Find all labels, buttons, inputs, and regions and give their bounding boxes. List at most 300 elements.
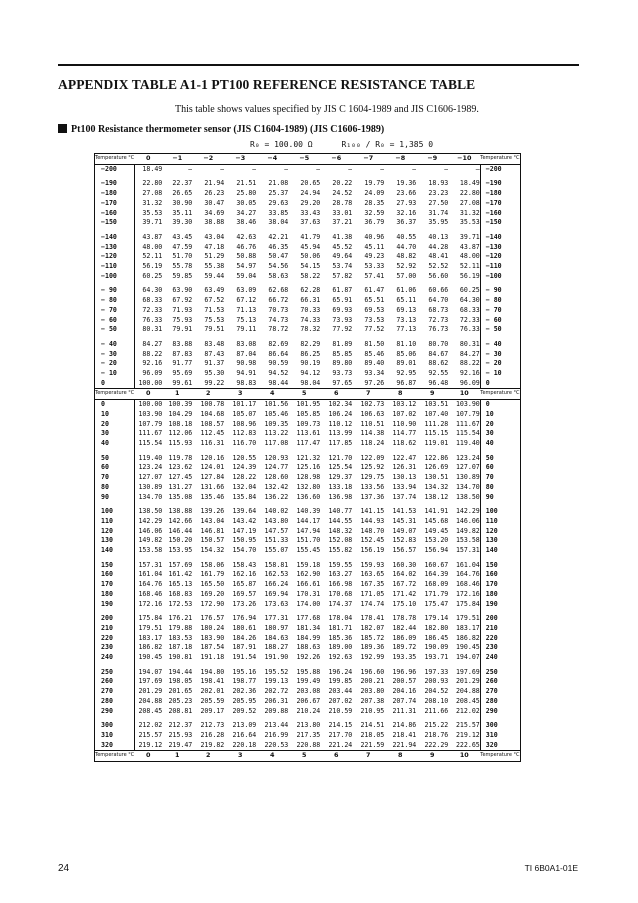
resistance-value: 164.76 bbox=[138, 580, 163, 589]
resistance-value: 59.04 bbox=[236, 271, 257, 280]
column-header: 8 bbox=[384, 389, 416, 400]
resistance-value: 133.18 bbox=[328, 482, 353, 491]
column-header: 5 bbox=[288, 389, 320, 400]
resistance-value: 139.26 bbox=[200, 507, 225, 516]
row-temperature-right: − 90 bbox=[480, 286, 520, 296]
resistance-value: 111.28 bbox=[424, 419, 449, 428]
resistance-value: 138.88 bbox=[168, 507, 193, 516]
resistance-value: 159.55 bbox=[328, 560, 353, 569]
resistance-value: 43.04 bbox=[204, 232, 225, 241]
section-heading-text: Pt100 Resistance thermometer sensor (JIS C1604-1989) (JIS C1606-1989) bbox=[71, 124, 385, 135]
resistance-value: 22.37 bbox=[172, 179, 193, 188]
resistance-value: 138.50 bbox=[455, 492, 480, 501]
table-row bbox=[95, 262, 521, 272]
resistance-value: 137.36 bbox=[360, 492, 385, 501]
resistance-value: 89.80 bbox=[332, 359, 353, 368]
resistance-value: 170.68 bbox=[328, 589, 353, 598]
resistance-value: 29.63 bbox=[268, 198, 289, 207]
resistance-value: 118.24 bbox=[360, 438, 385, 447]
resistance-value: 56.19 bbox=[459, 271, 480, 280]
column-header: −7 bbox=[352, 154, 384, 165]
resistance-value: 90.19 bbox=[300, 359, 321, 368]
resistance-value: 70.73 bbox=[268, 305, 289, 314]
resistance-value: 183.17 bbox=[138, 633, 163, 642]
resistance-value: 139.64 bbox=[232, 507, 257, 516]
resistance-value: 58.22 bbox=[300, 271, 321, 280]
resistance-value: 145.68 bbox=[424, 516, 449, 525]
resistance-value: 212.02 bbox=[138, 721, 163, 730]
resistance-value: 105.07 bbox=[232, 409, 257, 418]
resistance-value: 93.34 bbox=[364, 369, 385, 378]
resistance-value: 54.56 bbox=[268, 262, 289, 271]
resistance-value: 154.70 bbox=[232, 546, 257, 555]
resistance-value: 175.84 bbox=[455, 599, 480, 608]
resistance-value: 191.54 bbox=[232, 653, 257, 662]
row-temperature-right: − 50 bbox=[480, 325, 520, 335]
resistance-value: 172.53 bbox=[168, 599, 193, 608]
resistance-value: 27.50 bbox=[428, 198, 449, 207]
resistance-value: 73.93 bbox=[332, 315, 353, 324]
resistance-value: 201.29 bbox=[138, 687, 163, 696]
resistance-value: 130.51 bbox=[424, 473, 449, 482]
resistance-value: 204.52 bbox=[424, 687, 449, 696]
table-row bbox=[95, 164, 521, 174]
resistance-value: 172.16 bbox=[138, 599, 163, 608]
resistance-value: 155.82 bbox=[328, 546, 353, 555]
resistance-value: 26.23 bbox=[204, 189, 225, 198]
resistance-value: 115.93 bbox=[168, 438, 193, 447]
row-temperature-right: −140 bbox=[480, 233, 520, 243]
column-header: −4 bbox=[256, 154, 288, 165]
resistance-value: 147.57 bbox=[264, 526, 289, 535]
resistance-value: 47.59 bbox=[172, 242, 193, 251]
row-temperature-left: − 70 bbox=[95, 306, 135, 316]
resistance-value: 125.16 bbox=[296, 463, 321, 472]
row-temperature-right: 230 bbox=[480, 643, 520, 653]
resistance-value: 184.99 bbox=[296, 633, 321, 642]
resistance-value: 173.63 bbox=[264, 599, 289, 608]
resistance-value: 79.51 bbox=[204, 325, 225, 334]
resistance-value: 185.72 bbox=[360, 633, 385, 642]
resistance-value: — bbox=[284, 164, 289, 173]
row-temperature-right: 150 bbox=[480, 561, 520, 571]
resistance-value: 135.84 bbox=[232, 492, 257, 501]
temperature-corner-label: Temperature °C bbox=[95, 751, 135, 762]
resistance-value: 165.50 bbox=[200, 580, 225, 589]
resistance-value: 201.65 bbox=[168, 687, 193, 696]
resistance-value: 47.18 bbox=[204, 242, 225, 251]
table-row bbox=[95, 483, 521, 493]
resistance-value: 36.79 bbox=[364, 218, 385, 227]
resistance-value: 203.08 bbox=[296, 687, 321, 696]
resistance-value: 53.74 bbox=[332, 262, 353, 271]
resistance-value: 183.90 bbox=[200, 633, 225, 642]
row-temperature-left: 280 bbox=[95, 697, 135, 707]
row-temperature-right: 60 bbox=[480, 463, 520, 473]
resistance-value: 133.94 bbox=[392, 482, 417, 491]
resistance-value: 209.88 bbox=[264, 706, 289, 715]
resistance-value: 125.54 bbox=[328, 463, 353, 472]
resistance-value: 52.52 bbox=[428, 262, 449, 271]
column-header: 6 bbox=[320, 389, 352, 400]
resistance-value: 59.85 bbox=[172, 271, 193, 280]
resistance-value: 216.28 bbox=[200, 730, 225, 739]
row-temperature-left: 320 bbox=[95, 741, 135, 751]
resistance-value: 144.93 bbox=[360, 516, 385, 525]
resistance-value: 187.91 bbox=[232, 643, 257, 652]
resistance-value: 191.18 bbox=[200, 653, 225, 662]
resistance-value: 135.46 bbox=[200, 492, 225, 501]
row-temperature-left: 10 bbox=[95, 410, 135, 420]
resistance-value: — bbox=[316, 164, 321, 173]
resistance-value: 174.00 bbox=[296, 599, 321, 608]
resistance-value: 202.72 bbox=[264, 687, 289, 696]
resistance-value: 49.23 bbox=[364, 252, 385, 261]
resistance-value: 131.27 bbox=[168, 482, 193, 491]
table-row bbox=[95, 325, 521, 335]
resistance-value: 99.61 bbox=[172, 378, 193, 387]
resistance-value: 108.18 bbox=[168, 419, 193, 428]
row-temperature-left: 90 bbox=[95, 493, 135, 503]
resistance-value: 46.76 bbox=[236, 242, 257, 251]
resistance-value: 108.96 bbox=[232, 419, 257, 428]
row-temperature-right: 80 bbox=[480, 483, 520, 493]
resistance-value: 138.50 bbox=[138, 507, 163, 516]
resistance-value: 96.48 bbox=[428, 378, 449, 387]
resistance-value: 146.06 bbox=[138, 526, 163, 535]
resistance-value: 83.08 bbox=[236, 339, 257, 348]
resistance-value: 43.87 bbox=[459, 242, 480, 251]
resistance-value: 31.32 bbox=[459, 208, 480, 217]
resistance-value: 124.77 bbox=[264, 463, 289, 472]
resistance-value: 52.11 bbox=[459, 262, 480, 271]
resistance-value: 99.22 bbox=[204, 378, 225, 387]
resistance-value: 197.33 bbox=[424, 667, 449, 676]
resistance-value: 140.02 bbox=[264, 507, 289, 516]
row-temperature-right: 180 bbox=[480, 590, 520, 600]
resistance-value: 76.33 bbox=[459, 325, 480, 334]
resistance-value: 184.26 bbox=[232, 633, 257, 642]
column-header: −2 bbox=[192, 154, 224, 165]
resistance-value: 209.17 bbox=[200, 706, 225, 715]
resistance-value: 98.04 bbox=[300, 378, 321, 387]
row-temperature-left: −180 bbox=[95, 189, 135, 199]
column-header: 1 bbox=[162, 389, 192, 400]
row-temperature-left: 210 bbox=[95, 624, 135, 634]
row-temperature-left: 250 bbox=[95, 668, 135, 678]
resistance-value: 92.95 bbox=[396, 369, 417, 378]
column-header: 0 bbox=[134, 389, 162, 400]
resistance-value: 113.22 bbox=[264, 429, 289, 438]
resistance-value: 156.57 bbox=[392, 546, 417, 555]
table-row bbox=[95, 429, 521, 439]
resistance-value: 27.08 bbox=[142, 189, 163, 198]
resistance-value: 128.98 bbox=[296, 473, 321, 482]
row-temperature-left: − 40 bbox=[95, 340, 135, 350]
resistance-value: 31.74 bbox=[428, 208, 449, 217]
resistance-value: 218.41 bbox=[392, 730, 417, 739]
resistance-value: 130.13 bbox=[392, 473, 417, 482]
row-temperature-right: −120 bbox=[480, 252, 520, 262]
resistance-value: 186.82 bbox=[455, 633, 480, 642]
resistance-value: 189.72 bbox=[392, 643, 417, 652]
row-temperature-left: 40 bbox=[95, 439, 135, 449]
resistance-value: 108.57 bbox=[200, 419, 225, 428]
resistance-value: 22.80 bbox=[459, 189, 480, 198]
resistance-value: 80.31 bbox=[142, 325, 163, 334]
resistance-value: 97.65 bbox=[332, 378, 353, 387]
resistance-value: 72.33 bbox=[459, 315, 480, 324]
resistance-value: 181.34 bbox=[296, 623, 321, 632]
table-header-row bbox=[95, 154, 521, 165]
row-temperature-left: − 50 bbox=[95, 325, 135, 335]
row-temperature-left: −110 bbox=[95, 262, 135, 272]
table-row bbox=[95, 634, 521, 644]
resistance-value: 123.62 bbox=[168, 463, 193, 472]
row-temperature-left: − 30 bbox=[95, 350, 135, 360]
resistance-value: 132.04 bbox=[232, 482, 257, 491]
resistance-value: 40.96 bbox=[364, 232, 385, 241]
resistance-value: 69.53 bbox=[364, 305, 385, 314]
formula-line: R₀ = 100.00 Ω R₁₀₀ / R₀ = 1,385 0 bbox=[250, 140, 434, 149]
resistance-value: 158.81 bbox=[264, 560, 289, 569]
resistance-value: 114.77 bbox=[392, 429, 417, 438]
resistance-value: 106.63 bbox=[360, 409, 385, 418]
resistance-value: 70.33 bbox=[300, 305, 321, 314]
resistance-value: 55.78 bbox=[172, 262, 193, 271]
column-header: 4 bbox=[256, 389, 288, 400]
resistance-value: — bbox=[252, 164, 257, 173]
resistance-value: 66.31 bbox=[300, 296, 321, 305]
resistance-value: 207.38 bbox=[360, 696, 385, 705]
resistance-value: 90.98 bbox=[236, 359, 257, 368]
resistance-value: 105.85 bbox=[296, 409, 321, 418]
resistance-value: 45.94 bbox=[300, 242, 321, 251]
row-temperature-right: −190 bbox=[480, 179, 520, 189]
resistance-value: 78.32 bbox=[300, 325, 321, 334]
resistance-value: 30.90 bbox=[172, 198, 193, 207]
table-row bbox=[95, 233, 521, 243]
resistance-value: 175.47 bbox=[424, 599, 449, 608]
resistance-value: 43.87 bbox=[142, 232, 163, 241]
row-temperature-left: −130 bbox=[95, 243, 135, 253]
row-temperature-right: 140 bbox=[480, 546, 520, 556]
resistance-value: 103.90 bbox=[455, 400, 480, 409]
resistance-value: 32.16 bbox=[396, 208, 417, 217]
resistance-value: 113.99 bbox=[328, 429, 353, 438]
resistance-value: 86.25 bbox=[300, 349, 321, 358]
resistance-value: 28.35 bbox=[364, 198, 385, 207]
resistance-value: 192.99 bbox=[360, 653, 385, 662]
row-temperature-right: 110 bbox=[480, 517, 520, 527]
resistance-value: 20.65 bbox=[300, 179, 321, 188]
row-temperature-right: −100 bbox=[480, 272, 520, 282]
resistance-value: 202.01 bbox=[200, 687, 225, 696]
resistance-value: 18.49 bbox=[142, 164, 163, 173]
resistance-value: 215.57 bbox=[138, 730, 163, 739]
resistance-value: 65.91 bbox=[332, 296, 353, 305]
resistance-value: 119.40 bbox=[455, 438, 480, 447]
resistance-value: 133.56 bbox=[360, 482, 385, 491]
resistance-value: 196.96 bbox=[392, 667, 417, 676]
resistance-value: 65.51 bbox=[364, 296, 385, 305]
resistance-value: 221.59 bbox=[360, 740, 385, 749]
resistance-value: 164.76 bbox=[455, 570, 480, 579]
resistance-value: 106.24 bbox=[328, 409, 353, 418]
resistance-value: 184.63 bbox=[264, 633, 289, 642]
resistance-value: 57.00 bbox=[396, 271, 417, 280]
resistance-value: 33.85 bbox=[268, 208, 289, 217]
resistance-value: 155.07 bbox=[264, 546, 289, 555]
resistance-value: 150.95 bbox=[232, 536, 257, 545]
row-temperature-right: −110 bbox=[480, 262, 520, 272]
resistance-value: 58.63 bbox=[268, 271, 289, 280]
resistance-value: 101.56 bbox=[264, 400, 289, 409]
section-heading bbox=[58, 124, 384, 135]
resistance-value: 95.69 bbox=[172, 369, 193, 378]
table-row bbox=[95, 369, 521, 379]
resistance-value: 41.79 bbox=[300, 232, 321, 241]
resistance-value: 80.31 bbox=[459, 339, 480, 348]
resistance-value: 44.70 bbox=[396, 242, 417, 251]
resistance-value: 169.57 bbox=[232, 589, 257, 598]
resistance-value: 152.08 bbox=[328, 536, 353, 545]
row-temperature-left: − 90 bbox=[95, 286, 135, 296]
table-row bbox=[95, 507, 521, 517]
resistance-value: 157.69 bbox=[168, 560, 193, 569]
table-row bbox=[95, 590, 521, 600]
table-row bbox=[95, 179, 521, 189]
resistance-value: 199.49 bbox=[296, 677, 321, 686]
resistance-value: 143.42 bbox=[232, 516, 257, 525]
row-temperature-left: 0 bbox=[95, 379, 135, 389]
column-header: 7 bbox=[352, 751, 384, 762]
resistance-value: 81.89 bbox=[332, 339, 353, 348]
resistance-value: 188.63 bbox=[296, 643, 321, 652]
table-header-row bbox=[95, 389, 521, 400]
resistance-value: 75.13 bbox=[236, 315, 257, 324]
table-row bbox=[95, 741, 521, 751]
resistance-value: 102.73 bbox=[360, 400, 385, 409]
resistance-value: 87.04 bbox=[236, 349, 257, 358]
resistance-value: 54.15 bbox=[300, 262, 321, 271]
resistance-value: 54.97 bbox=[236, 262, 257, 271]
resistance-value: 45.52 bbox=[332, 242, 353, 251]
row-temperature-right: 100 bbox=[480, 507, 520, 517]
row-temperature-right: 120 bbox=[480, 527, 520, 537]
table-row bbox=[95, 707, 521, 717]
row-temperature-right: − 70 bbox=[480, 306, 520, 316]
resistance-value: 190.45 bbox=[138, 653, 163, 662]
row-temperature-left: 150 bbox=[95, 561, 135, 571]
table-row bbox=[95, 653, 521, 663]
resistance-value: 204.16 bbox=[392, 687, 417, 696]
table-row bbox=[95, 517, 521, 527]
resistance-value: 142.29 bbox=[455, 507, 480, 516]
column-header: 0 bbox=[134, 154, 162, 165]
page-subtitle: This table shows values specified by JIS C 1604-1989 and JIS C1606-1989. bbox=[175, 104, 479, 115]
resistance-value: 213.80 bbox=[296, 721, 321, 730]
resistance-value: 18.93 bbox=[428, 179, 449, 188]
bullet-square-icon bbox=[58, 124, 67, 133]
resistance-value: 97.26 bbox=[364, 378, 385, 387]
table-row bbox=[95, 209, 521, 219]
resistance-value: 63.49 bbox=[204, 286, 225, 295]
resistance-value: 169.94 bbox=[264, 589, 289, 598]
row-temperature-right: 10 bbox=[480, 410, 520, 420]
resistance-value: 125.92 bbox=[360, 463, 385, 472]
resistance-value: 213.44 bbox=[264, 721, 289, 730]
table-row bbox=[95, 340, 521, 350]
resistance-value: 24.94 bbox=[300, 189, 321, 198]
row-temperature-left: 300 bbox=[95, 721, 135, 731]
resistance-value: 143.80 bbox=[264, 516, 289, 525]
resistance-value: 167.35 bbox=[360, 580, 385, 589]
resistance-value: 34.69 bbox=[204, 208, 225, 217]
resistance-value: 159.93 bbox=[360, 560, 385, 569]
resistance-value: 130.89 bbox=[455, 473, 480, 482]
resistance-value: 149.07 bbox=[392, 526, 417, 535]
resistance-value: 68.73 bbox=[428, 305, 449, 314]
resistance-value: 204.88 bbox=[138, 696, 163, 705]
resistance-value: 198.41 bbox=[200, 677, 225, 686]
resistance-value: 149.45 bbox=[424, 526, 449, 535]
resistance-value: 115.54 bbox=[138, 438, 163, 447]
table-row bbox=[95, 570, 521, 580]
resistance-value: 75.93 bbox=[172, 315, 193, 324]
temperature-corner-label: Temperature °C bbox=[480, 751, 520, 762]
resistance-value: 221.24 bbox=[328, 740, 353, 749]
resistance-value: 198.05 bbox=[168, 677, 193, 686]
resistance-value: 219.47 bbox=[168, 740, 193, 749]
column-header: 10 bbox=[448, 389, 480, 400]
row-temperature-left: 310 bbox=[95, 731, 135, 741]
resistance-value: 95.30 bbox=[204, 369, 225, 378]
resistance-value: 73.53 bbox=[364, 315, 385, 324]
row-temperature-left: 170 bbox=[95, 580, 135, 590]
row-temperature-right: 200 bbox=[480, 614, 520, 624]
resistance-value: 160.30 bbox=[392, 560, 417, 569]
resistance-value: 30.05 bbox=[236, 198, 257, 207]
row-temperature-left: −140 bbox=[95, 233, 135, 243]
row-temperature-right: − 20 bbox=[480, 359, 520, 369]
resistance-value: 38.04 bbox=[268, 218, 289, 227]
row-temperature-left: 30 bbox=[95, 429, 135, 439]
row-temperature-left: −200 bbox=[95, 164, 135, 174]
page-number: 24 bbox=[58, 863, 70, 874]
resistance-value: 151.70 bbox=[296, 536, 321, 545]
resistance-value: 129.37 bbox=[328, 473, 353, 482]
resistance-value: 173.26 bbox=[232, 599, 257, 608]
resistance-value: 21.94 bbox=[204, 179, 225, 188]
resistance-value: 169.20 bbox=[200, 589, 225, 598]
resistance-value: 28.78 bbox=[332, 198, 353, 207]
resistance-value: 52.11 bbox=[142, 252, 163, 261]
resistance-value: 62.28 bbox=[300, 286, 321, 295]
resistance-value: 63.09 bbox=[236, 286, 257, 295]
resistance-value: 81.10 bbox=[396, 339, 417, 348]
resistance-value: 178.41 bbox=[360, 614, 385, 623]
resistance-value: 100.39 bbox=[168, 400, 193, 409]
resistance-value: 56.60 bbox=[428, 271, 449, 280]
resistance-value: 112.45 bbox=[200, 429, 225, 438]
resistance-value: 61.06 bbox=[396, 286, 417, 295]
resistance-value: 40.55 bbox=[396, 232, 417, 241]
resistance-value: 150.20 bbox=[168, 536, 193, 545]
resistance-value: 134.32 bbox=[424, 482, 449, 491]
resistance-value: 190.45 bbox=[455, 643, 480, 652]
resistance-value: 193.71 bbox=[424, 653, 449, 662]
